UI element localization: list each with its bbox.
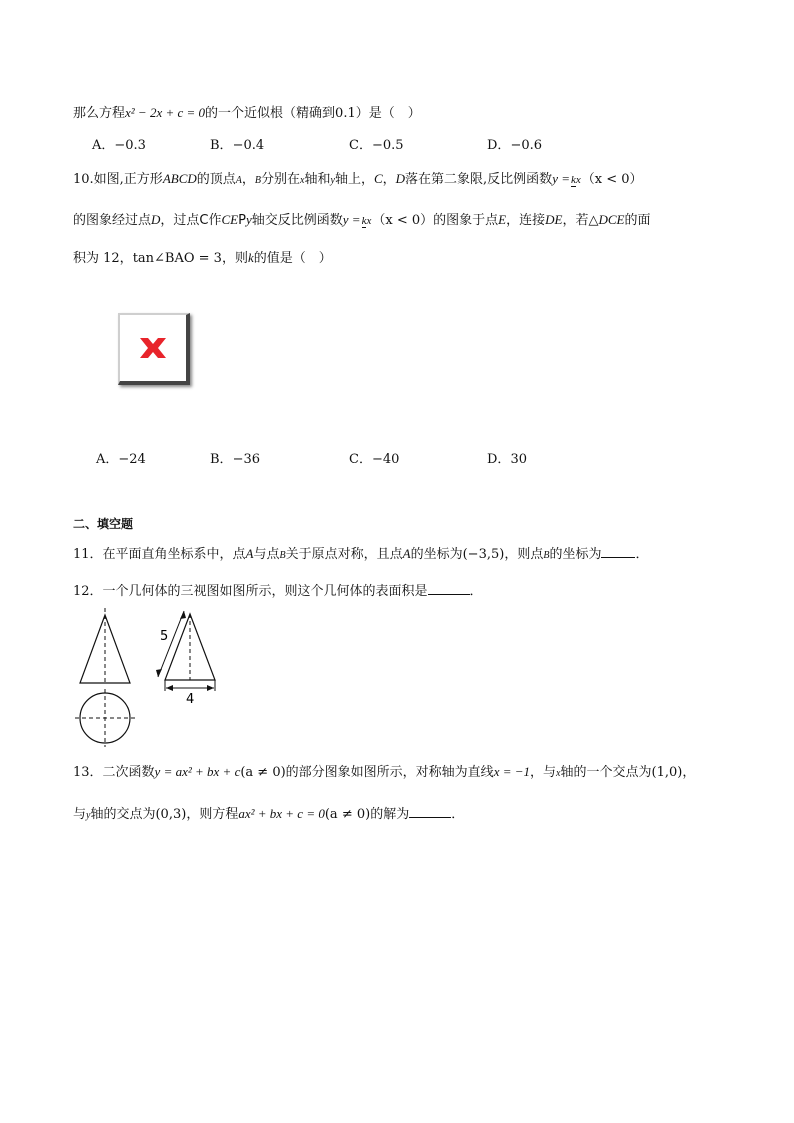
red-x-icon bbox=[120, 315, 186, 381]
side-view bbox=[156, 611, 215, 691]
q10-line-2: 的图象经过点D，过点C作CEPy轴交反比例函数y =kx（x < 0）的图象于点E，连接DE，若△DCE的面 bbox=[73, 212, 651, 228]
label-5: 5 bbox=[160, 629, 169, 644]
q9-stem bbox=[73, 104, 421, 123]
q10-option-d[interactable]: D．30 bbox=[487, 452, 527, 467]
q13-answer-blank[interactable] bbox=[409, 805, 451, 818]
label-4: 4 bbox=[186, 692, 195, 707]
q13-line-2: 与y轴的交点为(0,3)，则方程ax² + bx + c = 0(a ≠ 0)的解为 ． bbox=[73, 806, 465, 822]
q10-line-1: 10.如图,正方形ABCD的顶点A，B分别在x轴和y轴上，C，D落在第二象限,反比例函数y =kx（x < 0） bbox=[73, 171, 643, 187]
fraction-k-over-x-2: kx bbox=[361, 214, 372, 227]
q10-option-a[interactable]: A．−24 bbox=[96, 452, 146, 467]
q9-option-b[interactable]: B．−0.4 bbox=[210, 138, 265, 153]
q9-stem-suffix: 的一个近似根（精确到0.1）是（ ） bbox=[205, 106, 421, 121]
q9-option-c[interactable]: C．−0.5 bbox=[349, 138, 404, 153]
q9-option-d[interactable]: D．−0.6 bbox=[487, 138, 543, 153]
q13-line-1: 13．二次函数y = ax² + bx + c(a ≠ 0)的部分图象如图所示，对称轴为直线x = −1，与x轴的一个交点为(1,0)， bbox=[73, 764, 696, 780]
section-title: 二、填空题 bbox=[73, 517, 134, 531]
q9-equation: x² − 2x + c = 0 bbox=[125, 105, 206, 120]
fraction-k-over-x: kx bbox=[570, 173, 581, 186]
top-view bbox=[75, 689, 136, 747]
front-view bbox=[80, 608, 130, 683]
q9-stem-prefix: 那么方程 bbox=[73, 106, 126, 121]
q11-answer-blank[interactable] bbox=[601, 545, 635, 558]
broken-image-icon bbox=[118, 313, 190, 385]
three-view-drawing bbox=[70, 605, 240, 750]
q11-line: 11．在平面直角坐标系中，点A与点B关于原点对称，且点A的坐标为(−3,5)，则点B的坐标为 ． bbox=[73, 546, 649, 562]
q10-line-3: 积为 12，tan∠BAO = 3，则k的值是（ ） bbox=[73, 250, 332, 266]
q10-option-b[interactable]: B．−36 bbox=[210, 452, 260, 467]
q12-line: 12．一个几何体的三视图如图所示，则这个几何体的表面积是 ． bbox=[73, 584, 483, 599]
q10-option-c[interactable]: C．−40 bbox=[349, 452, 400, 467]
q12-answer-blank[interactable] bbox=[428, 582, 470, 595]
q9-option-a[interactable]: A．−0.3 bbox=[92, 138, 146, 153]
